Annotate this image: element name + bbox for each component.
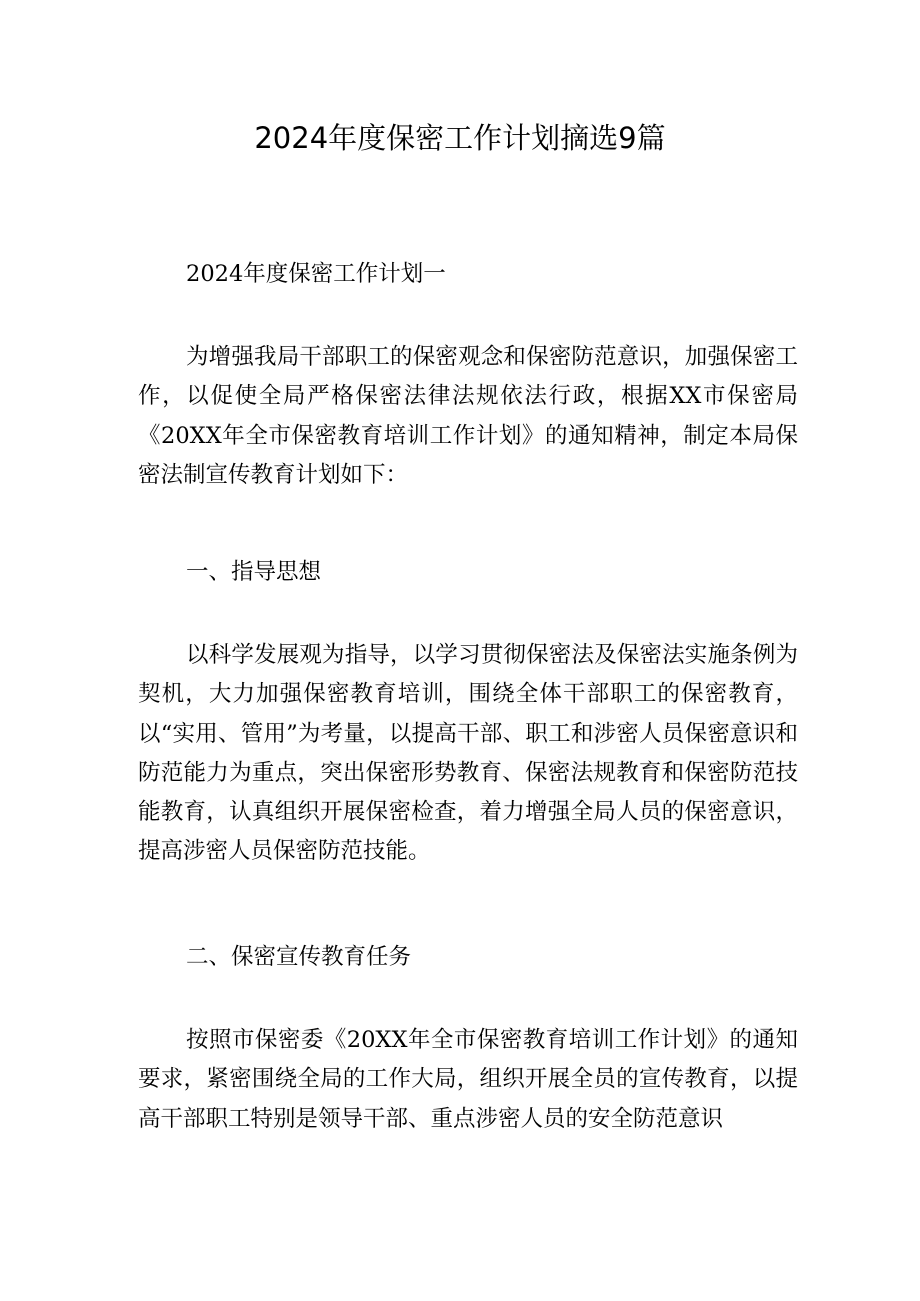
- intro-paragraph: 为增强我局干部职工的保密观念和保密防范意识，加强保密工作，以促使全局严格保密法律法规依法行政，根据XX市保密局《20XX年全市保密教育培训工作计划》的通知精神，制定本局保密法制宣传教育计划如下：: [138, 344, 798, 488]
- education-tasks-paragraph: 按照市保密委《20XX年全市保密教育培训工作计划》的通知要求，紧密围绕全局的工作大局，组织开展全员的宣传教育，以提高干部职工特别是领导干部、重点涉密人员的安全防范意识: [138, 1027, 798, 1132]
- section-heading-guiding-ideology: 一、指导思想: [186, 559, 322, 585]
- section-heading-plan-one: 2024年度保密工作计划一: [186, 261, 446, 287]
- guiding-ideology-paragraph: 以科学发展观为指导，以学习贯彻保密法及保密法实施条例为契机，大力加强保密教育培训，围绕全体干部职工的保密教育，以“实用、管用”为考量，以提高干部、职工和涉密人员保密意识和防范能力为重点，突出保密形势教育、保密法规教育和保密防范技能教育，认真组织开展保密检查，着力增强全局人员的保密意识，提高涉密人员保密防范技能。: [138, 642, 798, 865]
- section-heading-education-tasks: 二、保密宣传教育任务: [186, 944, 412, 970]
- document-title: 2024年度保密工作计划摘选9篇: [254, 121, 666, 155]
